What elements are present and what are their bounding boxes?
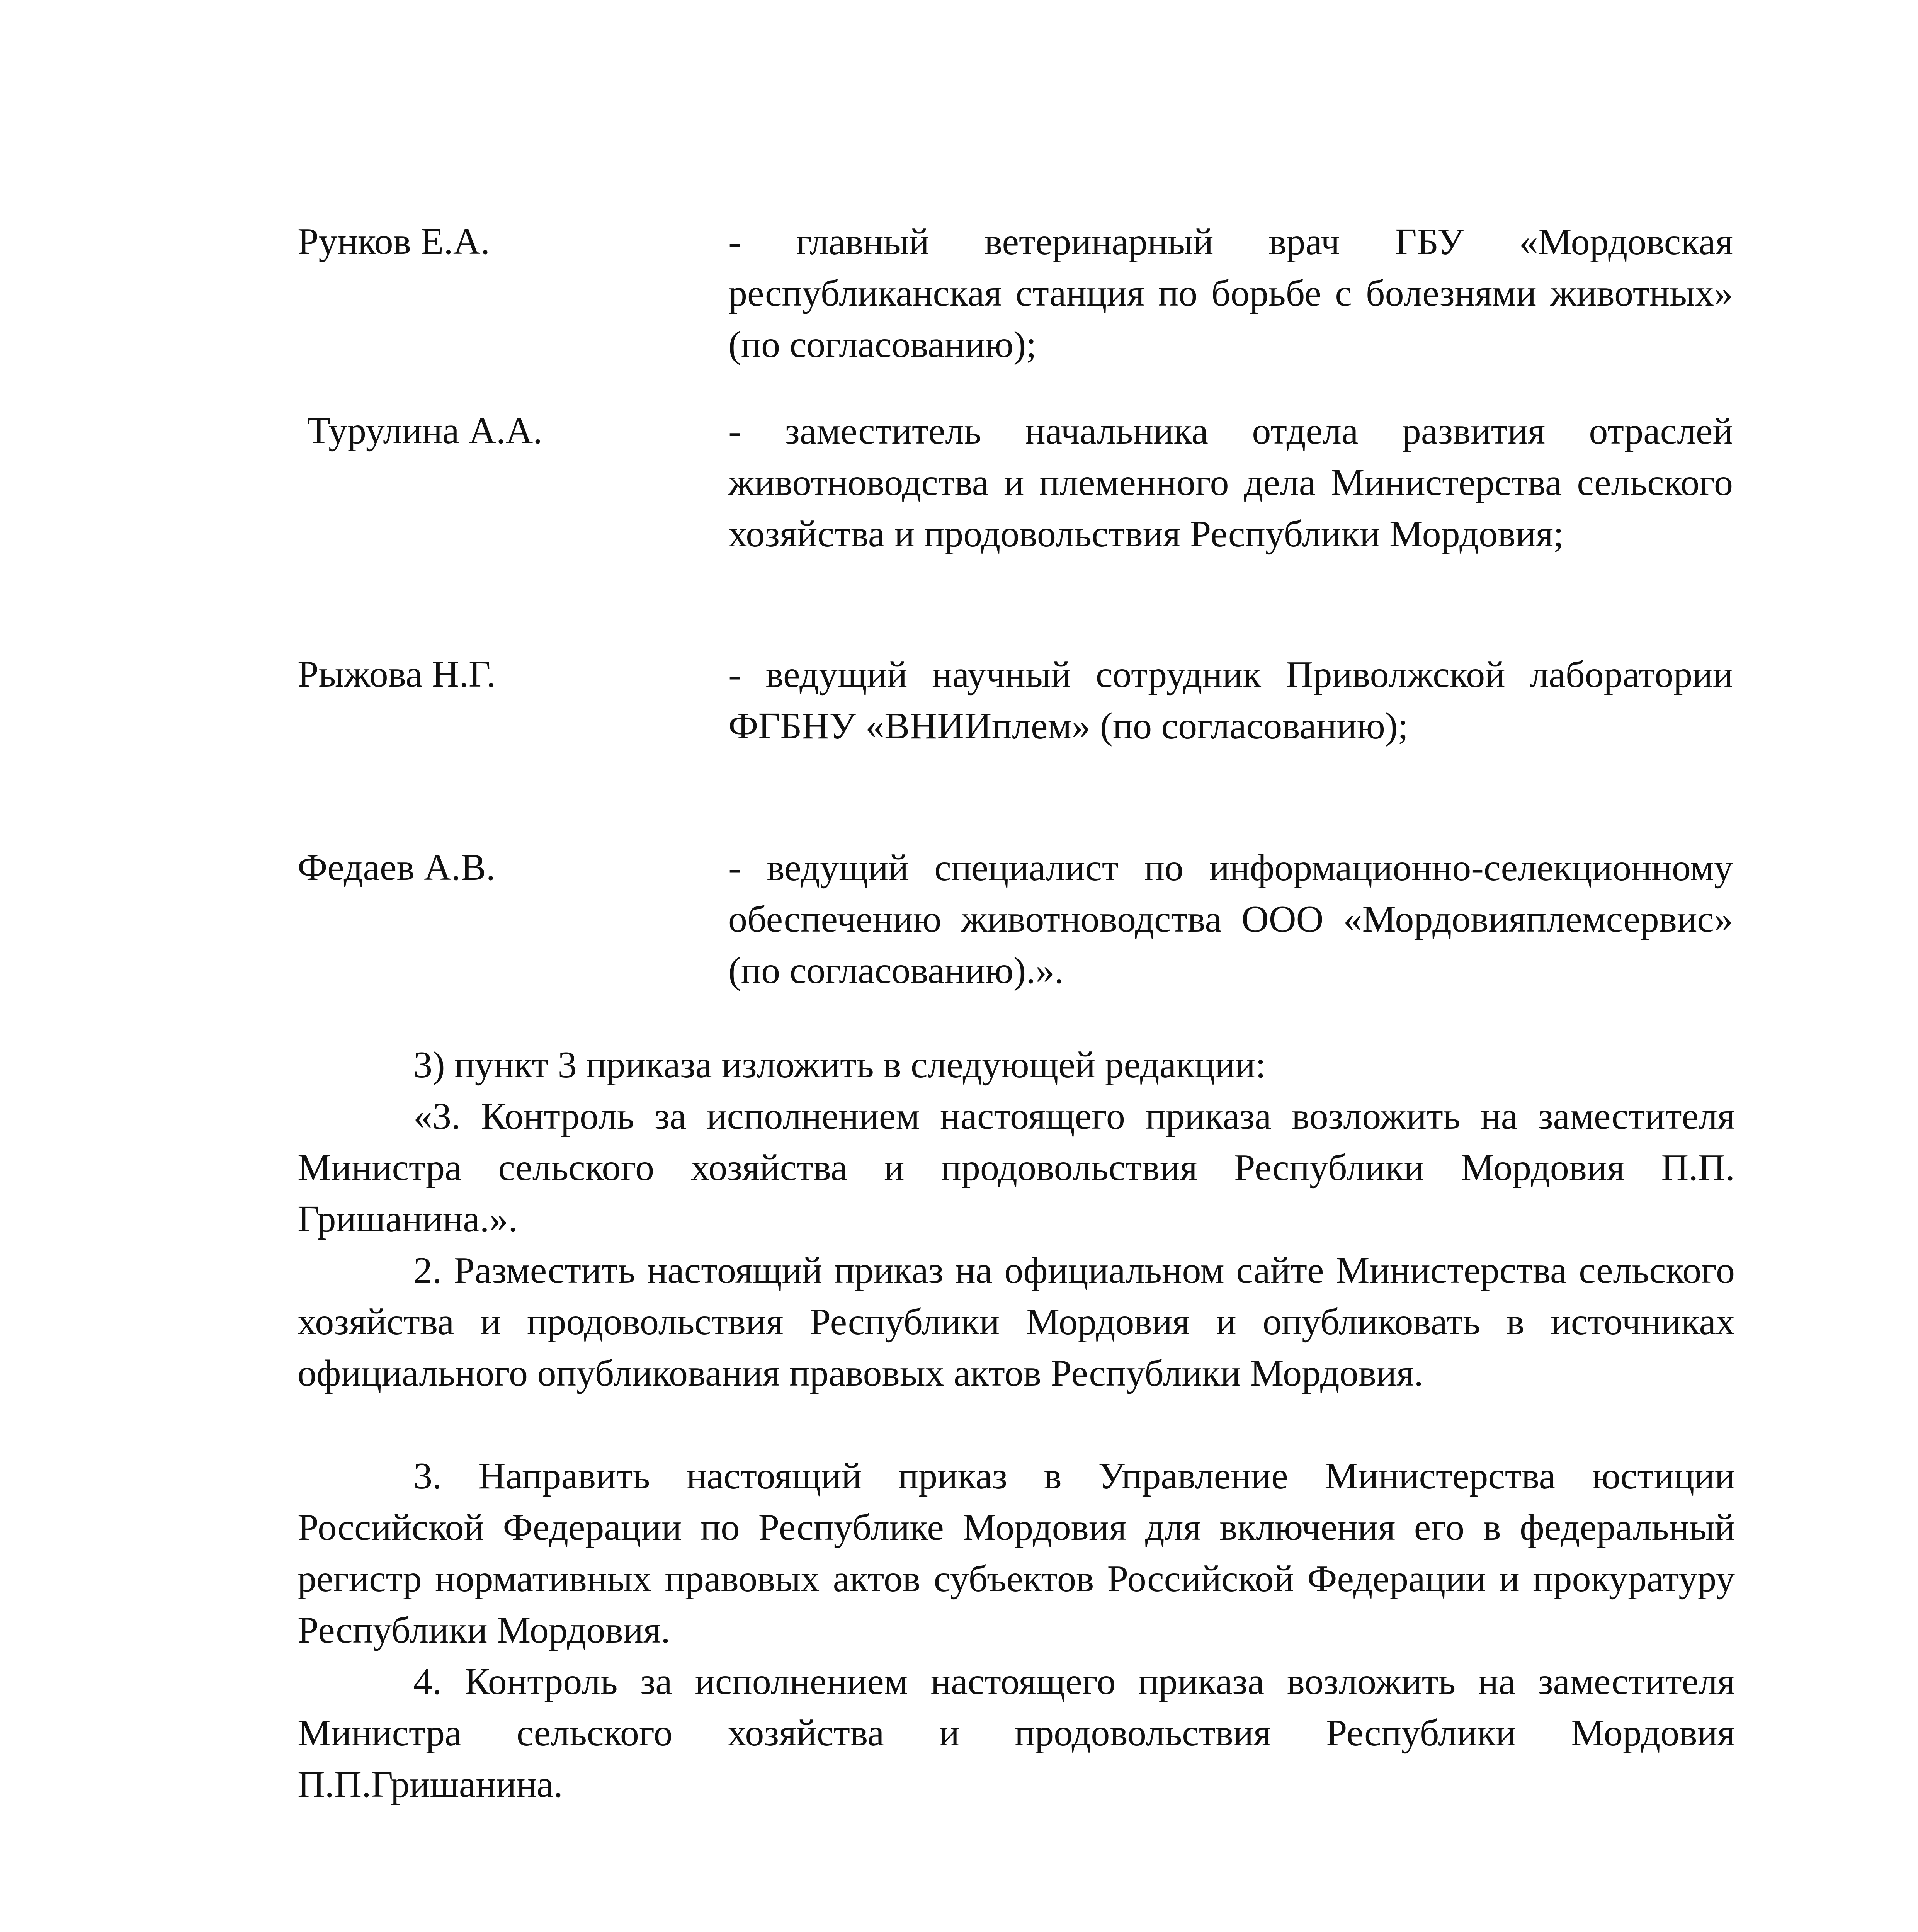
member-role: - ведущий научный сотрудник Приволжской лаборатории ФГБНУ «ВНИИплем» (по согласованию); — [728, 654, 1733, 747]
paragraph-2: 2. Разместить настоящий приказ на официальном сайте Министерства сельского хозяйства и продовольствия Республики Мордовия и опубликовать в источниках официального опубликования правовых актов Республики Мордовия. — [298, 1250, 1735, 1394]
member-name: Рыжова Н.Г. — [298, 653, 496, 695]
member-role: - ведущий специалист по информационно-селекционному обеспечению животноводства ООО «Мордовияплемсервис» (по согласованию).». — [728, 847, 1733, 992]
paragraph-4: 4. Контроль за исполнением настоящего приказа возложить на заместителя Министра сельского хозяйства и продовольствия Республики Мордовия П.П.Гришанина. — [298, 1661, 1735, 1805]
paragraph-3-intro: 3) пункт 3 приказа изложить в следующей редакции: — [413, 1044, 1266, 1086]
member-name: Рунков Е.А. — [298, 221, 490, 262]
member-name: Турулина А.А. — [307, 410, 542, 452]
member-role: - заместитель начальника отдела развития отраслей животноводства и племенного дела Министерства сельского хозяйства и продовольствия Республики Мордовия; — [728, 410, 1733, 555]
paragraph-3-text: «3. Контроль за исполнением настоящего приказа возложить на заместителя Министра сельского хозяйства и продовольствия Республики Мордовия П.П. Гришанина.». — [298, 1095, 1735, 1240]
member-name: Федаев А.В. — [298, 847, 496, 888]
signatory-title-line1 — [299, 1930, 808, 1932]
member-role: - главный ветеринарный врач ГБУ «Мордовская республиканская станция по борьбе с болезнями животных» (по согласованию); — [728, 221, 1733, 366]
paragraph-3: 3. Направить настоящий приказ в Управление Министерства юстиции Российской Федерации по Республике Мордовия для включения его в федеральный регистр нормативных правовых актов субъектов Российской Федерации и прокуратуру Республики Мордовия. — [298, 1455, 1735, 1651]
